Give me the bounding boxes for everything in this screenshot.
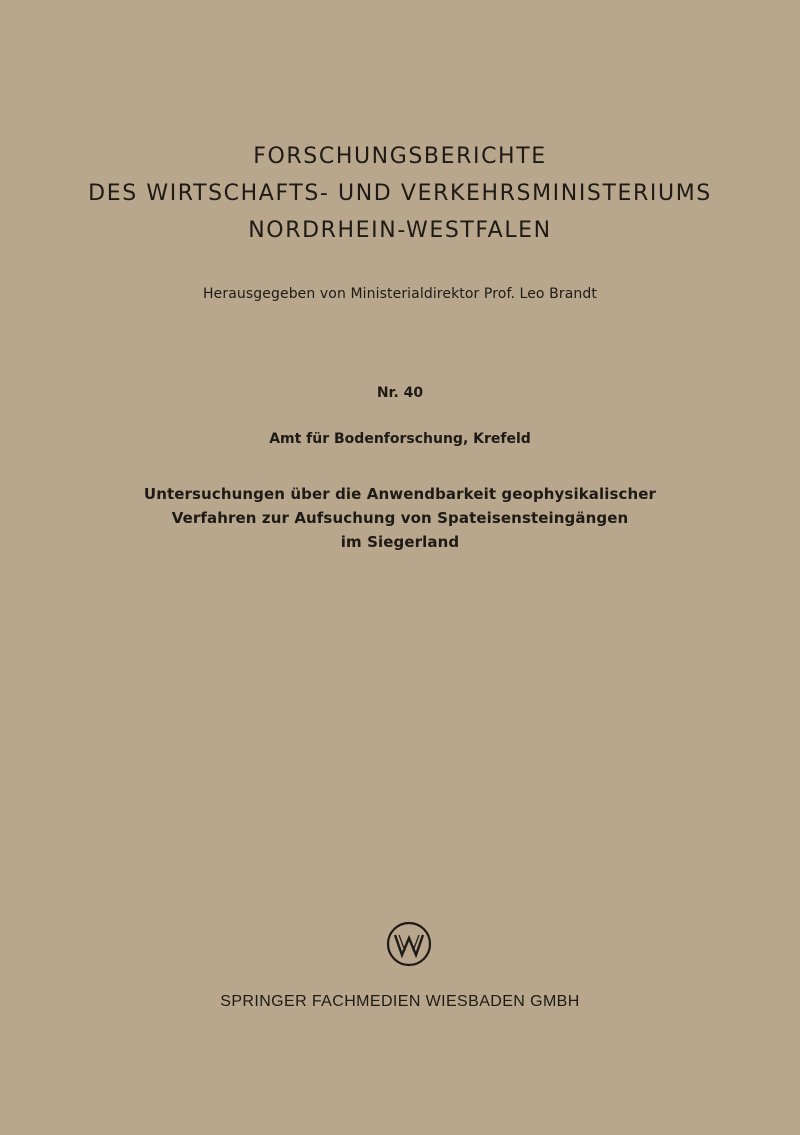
series-title [0,138,800,249]
author: Amt für Bodenforschung, Krefeld [269,431,531,447]
series-title-line-3: NORDRHEIN-WESTFALEN [248,218,552,243]
series-title-line-1: FORSCHUNGSBERICHTE [253,144,547,169]
publisher-logo-icon [385,920,433,968]
editor-credit: Herausgegeben von Ministerialdirektor Prof. Leo Brandt [203,286,597,302]
book-title-line-3: im Siegerland [340,533,460,551]
book-title [0,482,800,554]
series-title-line-2: DES WIRTSCHAFTS- UND VERKEHRSMINISTERIUMS [88,181,712,206]
publisher-name: SPRINGER FACHMEDIEN WIESBADEN GMBH [220,993,580,1010]
book-title-line-1: Untersuchungen über die Anwendbarkeit geophysikalischer [143,485,657,503]
volume-number: Nr. 40 [376,385,424,401]
book-title-line-2: Verfahren zur Aufsuchung von Spateisensteingängen [171,509,629,527]
